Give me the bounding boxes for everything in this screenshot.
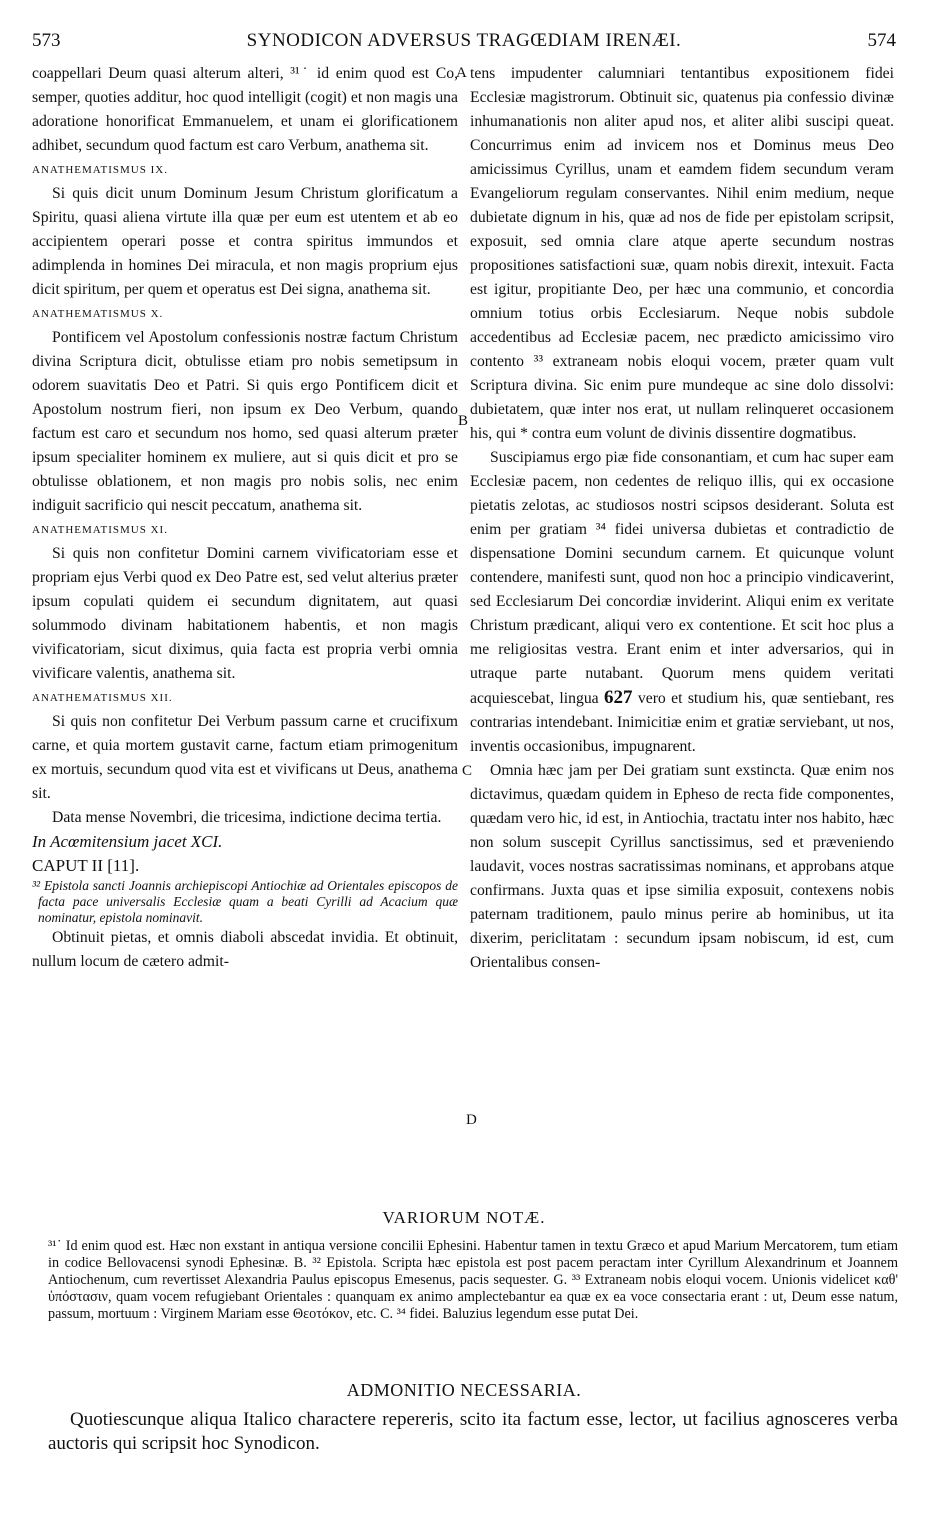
paragraph: Omnia hæc jam per Dei gratiam sunt exstincta. Quæ enim nos dictavimus, quædam quidem in Epheso de recta fide componentes, quædam vero hic, id est, in Antiochia, tractatu inter nos habito, hæc non solum suscepit Cyrillus sanctissimus, sed et præveniendo laudavit, voces nostras sacratissimas nominans, et approbans atque confirmans. Juxta quas et ipse similia exposuit, contexens nobis paternam traditionem, paulo minus perire ab hominibus, ut ita dixerim, periclitatam : secundum ipsam nobiscum, id est, cum Orientalibus consen- [470,762,894,971]
paragraph: Pontificem vel Apostolum confessionis nostræ factum Christum divina Scriptura dicit, obtulisse etiam pro nobis semetipsum in odorem suavitatis Deo et Patri. Si quis ergo Pontificem dicit et Apostolum nostrum fieri, non ipsum ex Deo Verbum, quando factum est caro et secundum nos homo, sed quasi alterum præter ipsum specialiter hominem ex muliere, aut si quis dicit et pro se obtulisse oblationem, et non magis pro nobis solis, nec enim indiguit sacrificio qui nescit peccatum, anathema sit. [32,329,458,514]
paragraph: tens impudenter calumniari tentantibus expositionem fidei Ecclesiæ magistrorum. Obtinuit sic, quatenus pia confessio divinæ inhumanationis non aliter apud nos, et aliter alibi suscipi queat. Concurrimus enim ad invicem nos et Dominus meus Deo amicissimus Cyrillus, unam et eamdem fidem secundum veram Evangeliorum regulam conservantes. Nihil enim medium, neque dubietate dignum in his, quæ ad nos de fide per epistolam scripsit, exposuit, sed omnia clare atque aperte secundum nostras propositiones satisfactioni suæ, quam nobis direxit, intexuit. Facta est igitur, propitiante Deo, per hæc una communio, et concordia omnium totius orbis Ecclesiarum. Neque nobis subdole accedentibus ad Ecclesiæ pacem, nec prædicto amicissimo viro contento ³³ extraneam nobis eloqui vocem, præter quam vult Scriptura divina. Sic enim pure mundeque ac sine dolo dissolvi: dubietatem, quæ inter nos erat, ut nullam relinqueret occasionem his, qui * contra eum volunt de divinis dissentire dogmatibus. [470,65,894,442]
section-heading: ANATHEMATISMUS IX. [32,164,168,176]
admonition-heading: ADMONITIO NECESSARIA. [346,1380,582,1400]
paragraph-text: vero et studium his, quæ sentiebant, res contrarias intendebant. Inimicitiæ enim et gratiæ serviebant, ut nos, inventis occasionibus, impugnarent. [470,690,895,755]
note-33: ³³ Extraneam nobis eloqui vocem. Unionis videlicet καθ' ὑπόστασιν, quam vocem refugiebant Orientales : quanquam ex animo amplectebantur ea quæ ex ea voce consectaria erant : ut, Deum esse natum, passum, mortuum : Virginem Mariam esse Θεοτόκον, etc. C. [48,1272,898,1322]
paragraph: coappellari Deum quasi alterum alteri, ³¹˙ id enim quod est Co, semper, quoties additur, hoc quod intelligit (cogit) et non magis una adoratione honorificat Emmanuelem, et unam ei glorificationem adhibet, secundum quod factum est caro Verbum, anathema sit. [32,65,458,154]
notes-heading: VARIORUM NOTÆ. [382,1208,546,1227]
paragraph: Si quis dicit unum Dominum Jesum Christum glorificatum a Spiritu, quasi aliena virtute illa quæ per eum est utentem et ab eo accipientem operari posse et contra spiritus immundos et adimplenda in homines Dei miracula, et non magis proprium ejus dicit spiritum, per quem et operatus est Dei signa, anathema sit. [32,185,458,298]
margin-mark-d: D [466,1112,477,1128]
margin-mark-b: B [458,413,469,429]
note-31: ³¹˙ Id enim quod est. Hæc non exstant in antiqua versione concilii Ephesini. Habentur tamen in textu Græco et apud Marium Mercatorem, tum etiam in codice Bellovacensi synodi Ephesinæ. B. [48,1238,898,1271]
margin-mark-c: C [462,763,473,779]
section-heading: ANATHEMATISMUS X. [32,308,164,320]
note-34: ³⁴ fidei. Baluzius legendum esse putat Dei. [396,1306,639,1322]
notes-block [48,1238,898,1323]
date-line: Data mense Novembri, die tricesima, indictione decima tertia. [52,809,442,826]
paragraph: Si quis non confitetur Dei Verbum passum carne et crucifixum carne, et quia mortem gustavit carne, factum etiam primogenitum ex mortuis, secundum quod vita est et vivificans ut Deus, anathema sit. [32,713,458,802]
page-number-left: 573 [32,30,61,51]
running-title: SYNODICON ADVERSUS TRAGŒDIAM IRENÆI. [246,30,682,51]
section-heading: ANATHEMATISMUS XII. [32,692,173,704]
section-heading: ANATHEMATISMUS XI. [32,524,168,536]
manuscript-note: In Acœmitensium jacet XCI. [32,832,223,851]
page-number-right: 574 [867,30,896,51]
column-number: 627 [604,687,633,708]
running-header [32,30,896,58]
right-column [470,62,894,975]
chapter-caption: ³² Epistola sancti Joannis archiepiscopi Antiochiæ ad Orientales episcopos de facta pace universalis Ecclesiæ quam a beati Cyrilli ad Acacium quæ nominatur, epistola nominavit. [32,878,458,925]
admonition-text: Quotiescunque aliqua Italico charactere repereris, scito ita factum esse, lector, ut facilius agnosceres verba auctoris qui scripsit hoc Synodicon. [48,1409,898,1454]
paragraph: Obtinuit pietas, et omnis diaboli abscedat invidia. Et obtinuit, nullum locum de cætero admit- [32,929,458,970]
margin-mark-a: A [456,65,467,81]
left-column [32,62,458,974]
note-32: ³² Epistola. Scripta hæc epistola est post pacem peractam inter Cyrillum Alexandrinum et Joannem Antiochenum, cum revertisset Alexandria Paulus episcopus Emesenus, pacis sequester. G. [48,1255,898,1288]
paragraph [470,446,894,759]
chapter-heading: CAPUT II [11]. [32,856,140,875]
paragraph-text: Suscipiamus ergo piæ fide consonantiam, et cum hac super eam Ecclesiæ pacem, non cedentes de reliquo illis, qui ex occasione pietatis zelotas, ac studiosos nostri scipsos desiderant. Soluta est enim per gratiam ³⁴ fidei universa dubietas et contradictio de dispensatione Domini secundum carnem. Et quicunque volunt contendere, manifesti sunt, quod non hoc a principio vindicaverint, sed Ecclesiarum Dei concordiæ inviderint. Aliqui enim ex veritate Christum prædicant, aliqui vero ex contentione. Et scit hoc plus a me religiositas vestra. Erant enim et inter adversarios, qui in utraque parte nutabant. Quorum mens quidem veritati acquiescebat, lingua [470,449,894,707]
paragraph: Si quis non confitetur Domini carnem vivificatoriam esse et propriam ejus Verbi quod ex Deo Patre est, sed velut alterius præter ipsum copulati quidem ei secundum dignitatem, aut quasi solummodo divinam habitationem habentis, et non magis vivificatoriam, sicut diximus, quia facta est propria verbi omnia vivificare valentis, anathema sit. [32,545,458,682]
